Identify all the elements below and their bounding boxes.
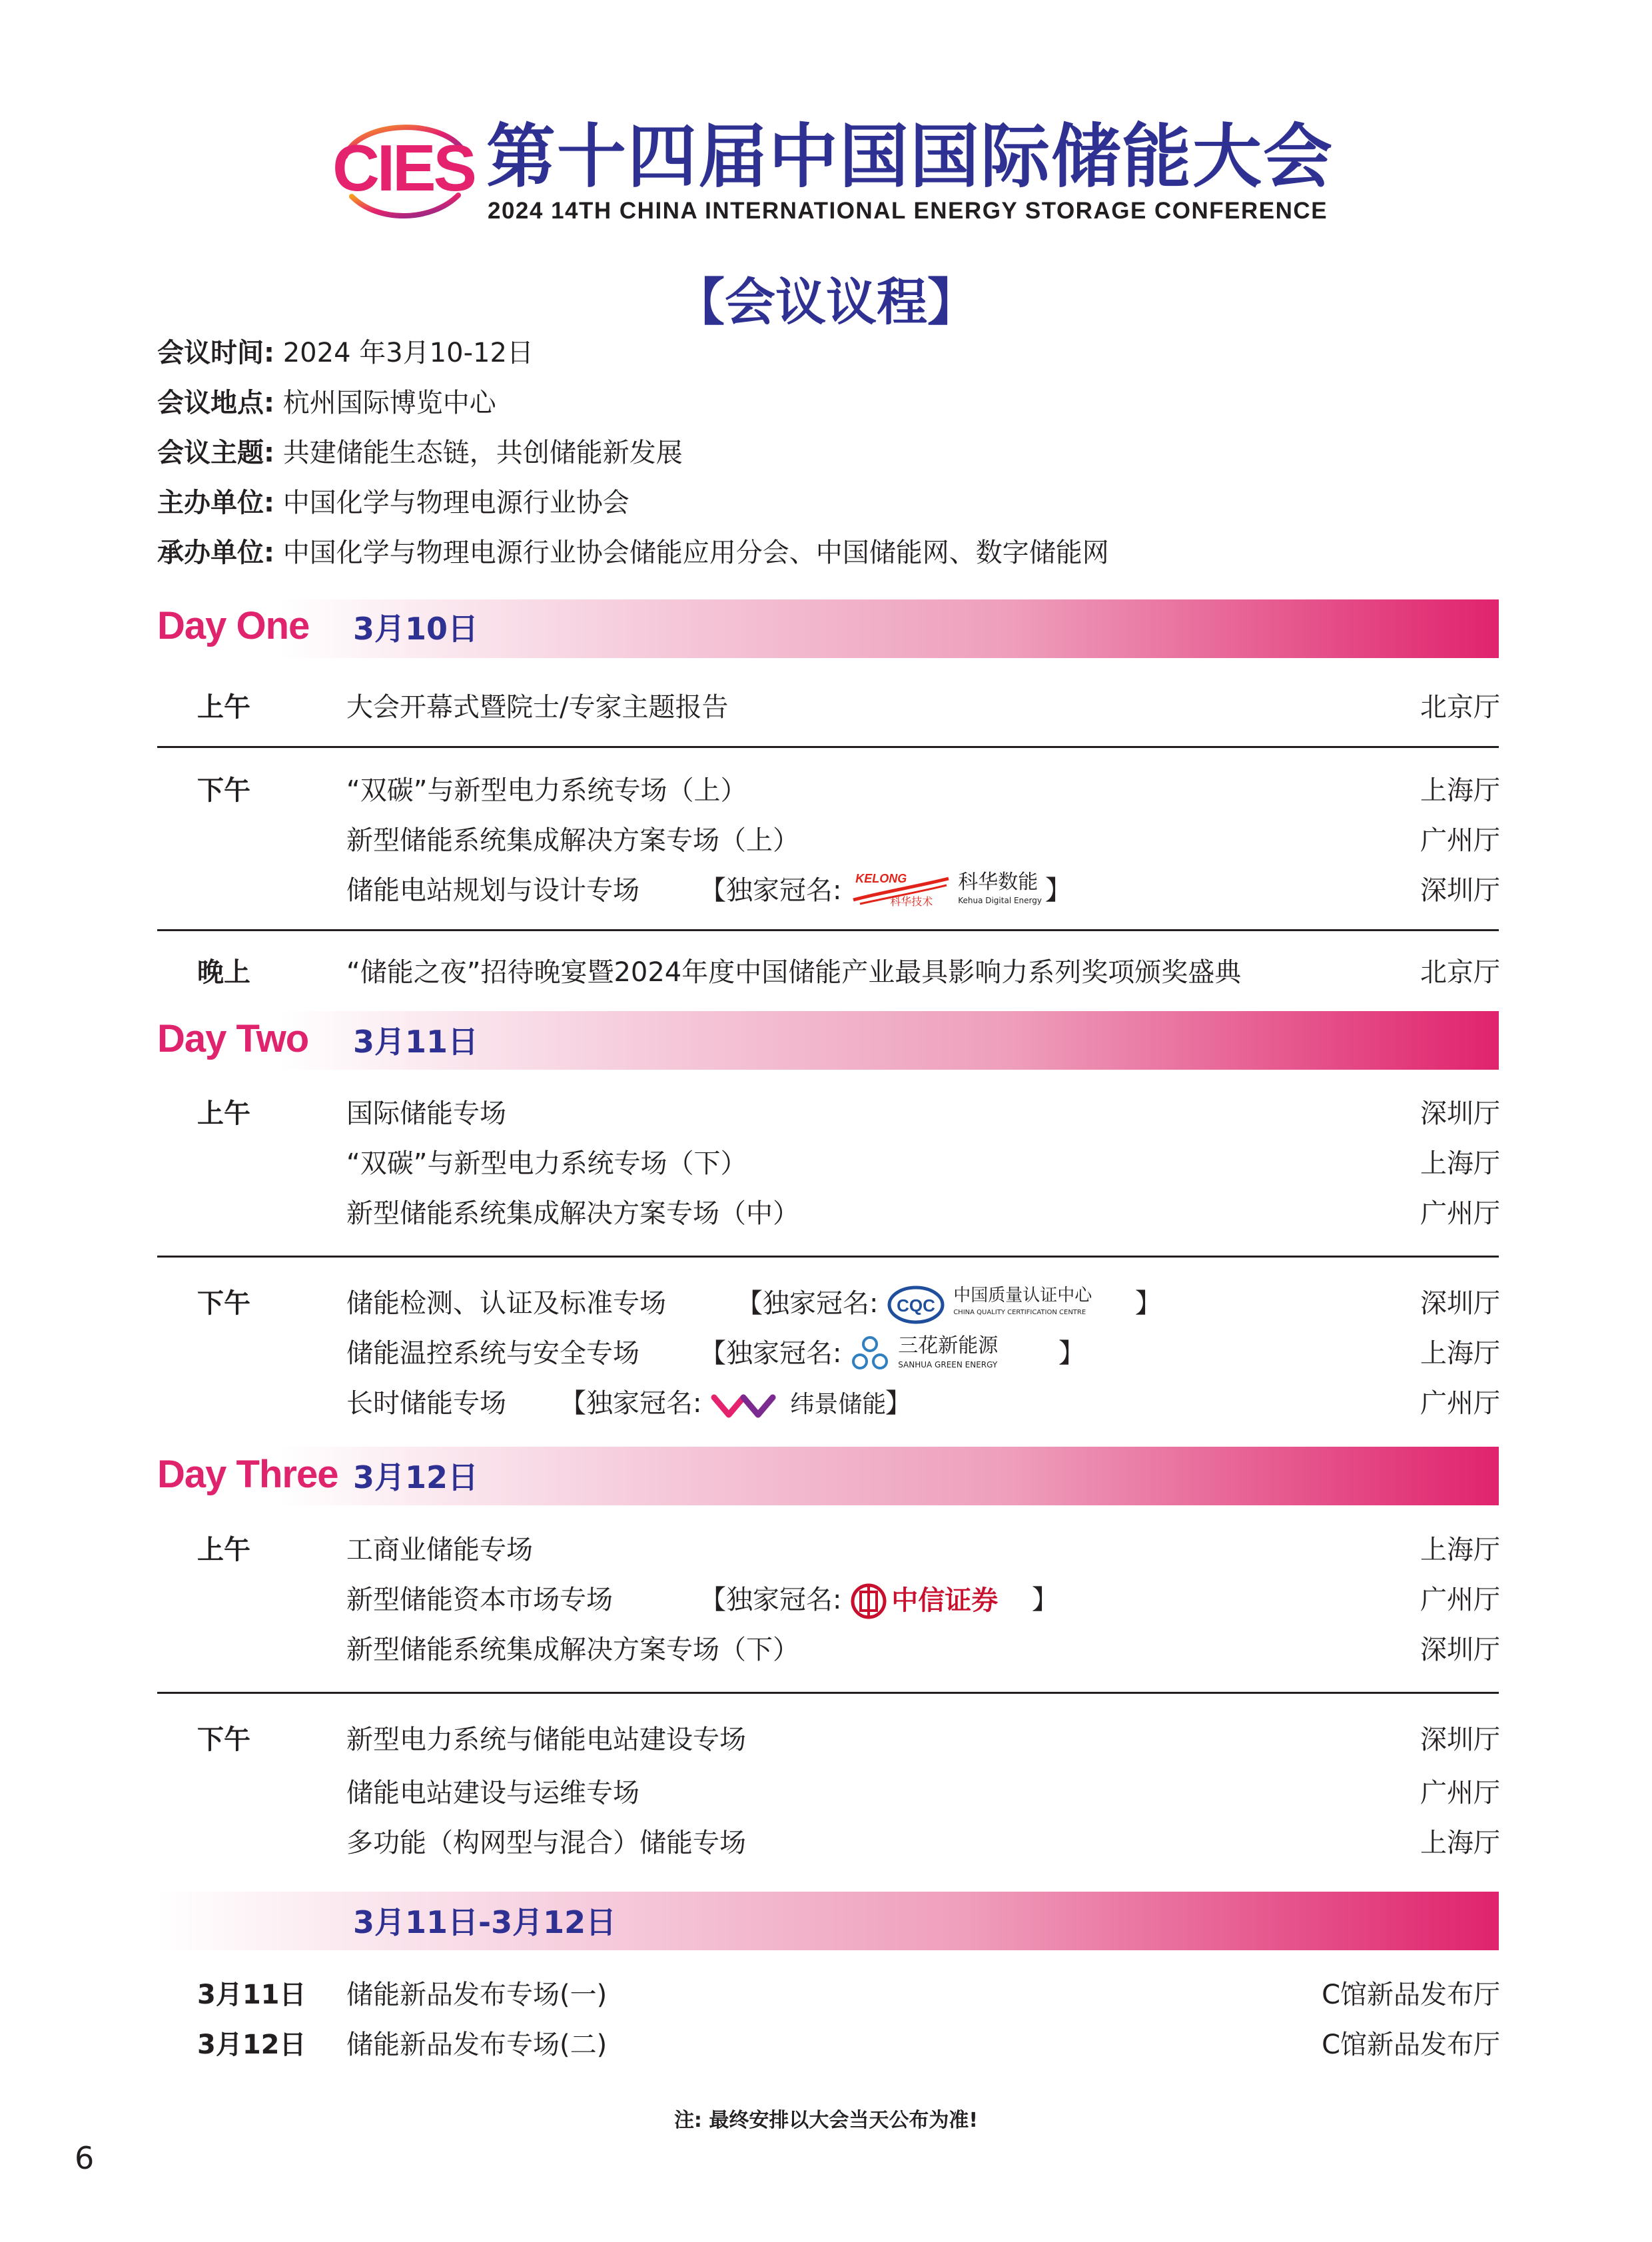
divider — [157, 1256, 1499, 1258]
session-title: 新型储能系统集成解决方案专场（上） — [346, 825, 799, 856]
day2-pm-label: 下午 — [197, 1288, 250, 1319]
day-two-label: Day Two — [157, 1017, 309, 1060]
sanhua-flower-icon — [850, 1335, 890, 1375]
session-room: 深圳厅 — [1420, 1724, 1500, 1755]
conference-title: 第十四届中国国际储能大会 — [486, 116, 1334, 197]
session-room: 上海厅 — [1420, 1148, 1500, 1179]
sponsor-sanhua: 【独家冠名: 三花新能源 SANHUA GREEN ENERGY 】 — [699, 1333, 1085, 1375]
session-room: 深圳厅 — [1420, 1288, 1500, 1319]
divider — [157, 746, 1499, 748]
day-one-label: Day One — [157, 604, 310, 647]
session-title: 长时储能专场 — [346, 1388, 506, 1419]
sponsor-weijing: 【独家冠名: 纬景储能 】 — [560, 1383, 912, 1425]
session-title: 储能检测、认证及标准专场 — [346, 1288, 666, 1319]
sponsor-kelong: 【独家冠名: KELONG 科华技术 科华数能 Kehua Digital Energy 】 — [699, 871, 1072, 912]
sponsor-cqc: 【独家冠名: CQC 中国质量认证中心 CHINA QUALITY CERTIFICATION CENTRE 】 — [736, 1284, 1162, 1325]
day2-am-label: 上午 — [197, 1098, 250, 1129]
day-two-date: 3月11日 — [353, 1024, 479, 1060]
session-room: 广州厅 — [1420, 825, 1500, 856]
citic-logo-icon — [850, 1583, 887, 1620]
session-title: 工商业储能专场 — [346, 1535, 533, 1565]
agenda-title: 【会议议程】 — [674, 272, 978, 332]
session-title: 新型电力系统与储能电站建设专场 — [346, 1724, 746, 1755]
svg-text:CQC: CQC — [897, 1296, 936, 1315]
day-three-date: 3月12日 — [353, 1459, 479, 1495]
conference-subtitle: 2024 14TH CHINA INTERNATIONAL ENERGY STORAGE CONFERENCE — [488, 198, 1328, 224]
session-room: 深圳厅 — [1420, 1098, 1500, 1129]
day1-pm-label: 下午 — [197, 775, 250, 806]
session-room: 广州厅 — [1420, 1585, 1500, 1615]
info-host: 主办单位: 中国化学与物理电源行业协会 — [157, 488, 629, 518]
day1-eve-label: 晚上 — [197, 957, 250, 988]
session-room: C馆新品发布厅 — [1322, 2030, 1500, 2060]
launch-date: 3月11日-3月12日 — [353, 1904, 617, 1940]
cqc-logo-icon — [887, 1285, 947, 1325]
session-title: 多功能（构网型与混合）储能专场 — [346, 1828, 746, 1858]
day3-am-label: 上午 — [197, 1535, 250, 1565]
session-title: 新型储能系统集成解决方案专场（下） — [346, 1635, 799, 1665]
session-title: 储能电站建设与运维专场 — [346, 1778, 639, 1808]
page-number: 6 — [75, 2140, 95, 2176]
session-title: 新型储能资本市场专场 — [346, 1585, 613, 1615]
info-venue: 会议地点: 杭州国际博览中心 — [157, 388, 496, 418]
launch-day: 3月11日 — [197, 1980, 306, 2010]
day-one-date: 3月10日 — [353, 611, 479, 647]
launch-day: 3月12日 — [197, 2030, 306, 2060]
info-organizer: 承办单位: 中国化学与物理电源行业协会储能应用分会、中国储能网、数字储能网 — [157, 538, 1109, 568]
session-title: 储能新品发布专场(二) — [346, 2030, 608, 2060]
footnote: 注: 最终安排以大会当天公布为准! — [673, 2109, 979, 2132]
session-room: C馆新品发布厅 — [1322, 1980, 1500, 2010]
weijing-wave-icon — [710, 1388, 783, 1421]
session-room: 广州厅 — [1420, 1198, 1500, 1229]
session-title: 国际储能专场 — [346, 1098, 506, 1129]
session-room: 深圳厅 — [1420, 1635, 1500, 1665]
session-title: 大会开幕式暨院士/专家主题报告 — [346, 692, 729, 723]
day3-pm-label: 下午 — [197, 1724, 250, 1755]
session-room: 深圳厅 — [1420, 875, 1500, 906]
cies-logo-text: CIES — [332, 131, 474, 204]
day-three-label: Day Three — [157, 1453, 338, 1496]
session-room: 上海厅 — [1420, 775, 1500, 806]
session-title: 储能电站规划与设计专场 — [346, 875, 639, 906]
session-room: 上海厅 — [1420, 1535, 1500, 1565]
sponsor-citic: 【独家冠名: 中信证券 】 — [699, 1580, 1058, 1621]
day1-am-label: 上午 — [197, 692, 250, 723]
divider — [157, 929, 1499, 931]
session-title: 新型储能系统集成解决方案专场（中） — [346, 1198, 799, 1229]
session-title: 储能温控系统与安全专场 — [346, 1338, 639, 1369]
info-theme: 会议主题: 共建储能生态链，共创储能新发展 — [157, 438, 683, 468]
session-title: 储能新品发布专场(一) — [346, 1980, 608, 2010]
session-title: “双碳”与新型电力系统专场（上） — [346, 775, 747, 806]
divider — [157, 1692, 1499, 1694]
session-room: 上海厅 — [1420, 1338, 1500, 1369]
session-room: 广州厅 — [1420, 1778, 1500, 1808]
session-room: 北京厅 — [1420, 692, 1500, 723]
info-time: 会议时间: 2024 年3月10-12日 — [157, 338, 534, 368]
session-room: 上海厅 — [1420, 1828, 1500, 1858]
session-title: “双碳”与新型电力系统专场（下） — [346, 1148, 747, 1179]
session-room: 北京厅 — [1420, 957, 1500, 988]
session-title: “储能之夜”招待晚宴暨2024年度中国储能产业最具影响力系列奖项颁奖盛典 — [346, 957, 1242, 988]
session-room: 广州厅 — [1420, 1388, 1500, 1419]
